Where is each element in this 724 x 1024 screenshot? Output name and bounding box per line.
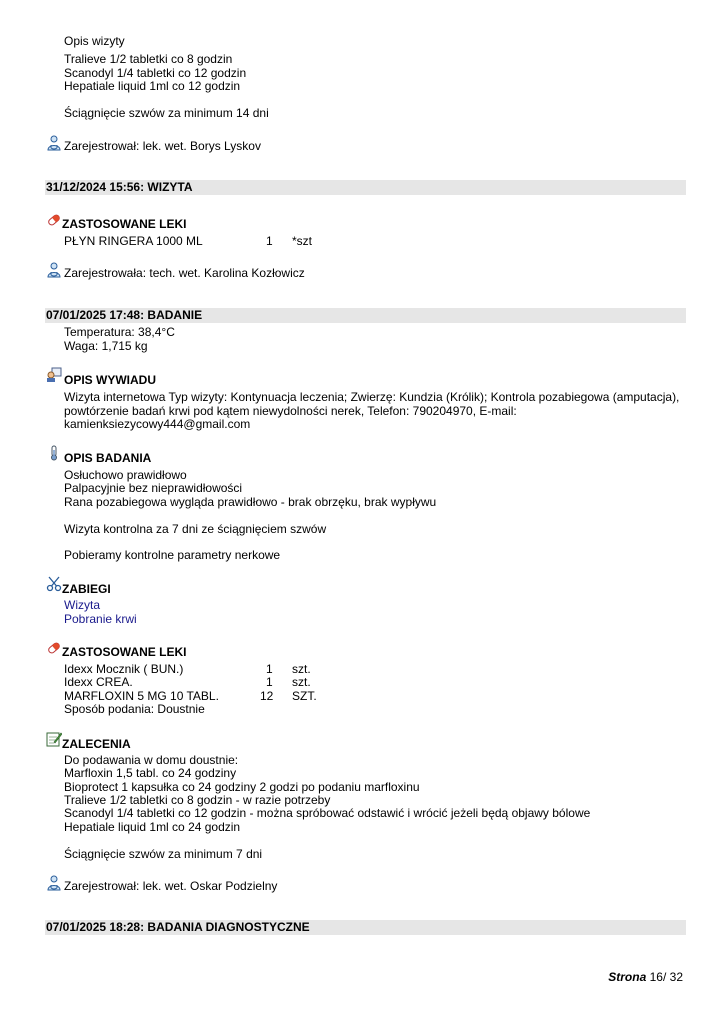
exam-line: Rana pozabiegowa wygląda prawidłowo - brak obrzęku, brak wypływu <box>64 495 437 509</box>
registered-by: Zarejestrowała: tech. wet. Karolina Kozłowicz <box>64 266 305 280</box>
visit-description-label: Opis wizyty <box>64 34 125 48</box>
med-unit: SZT. <box>292 689 317 703</box>
meds-section-title: ZASTOSOWANE LEKI <box>62 645 187 659</box>
procedure-item: Pobranie krwi <box>64 612 137 626</box>
exam-line: Palpacyjnie bez nieprawidłowości <box>64 481 243 495</box>
weight: Waga: 1,715 kg <box>64 339 148 353</box>
visit-header: 07/01/2025 18:28: BADANIA DIAGNOSTYCZNE <box>45 920 686 935</box>
recommendation-line: Do podawania w domu doustnie: <box>64 753 239 767</box>
doctor-icon <box>46 135 62 151</box>
page-label: Strona <box>608 970 647 984</box>
exam-line: Wizyta kontrolna za 7 dni ze ściągnięciem szwów <box>64 522 327 536</box>
med-qty: 1 <box>266 675 273 689</box>
page-number <box>608 970 683 984</box>
recommendation-line: Scanodyl 1/4 tabletki co 12 godzin - można spróbować odstawić i wrócić jeżeli będą objawy bólowe <box>64 806 591 820</box>
meds-section-title: ZASTOSOWANE LEKI <box>62 217 187 231</box>
med-unit: *szt <box>292 234 313 248</box>
med-qty: 1 <box>266 662 273 676</box>
doctor-icon <box>46 262 62 278</box>
recommendation-line: Bioprotect 1 kapsułka co 24 godziny 2 godzi po podaniu marfloxinu <box>64 780 420 794</box>
recommendation-line: Marfloxin 1,5 tabl. co 24 godziny <box>64 766 237 780</box>
med-name: Idexx CREA. <box>64 675 133 689</box>
med-name: PŁYN RINGERA 1000 ML <box>64 234 203 248</box>
page-value: 16/ 32 <box>649 970 683 984</box>
exam-line: Osłuchowo prawidłowo <box>64 468 187 482</box>
scissors-icon <box>46 576 62 592</box>
med-name: MARFLOXIN 5 MG 10 TABL. <box>64 689 219 703</box>
administration-route: Sposób podania: Doustnie <box>64 702 205 716</box>
registered-by: Zarejestrował: lek. wet. Borys Lyskov <box>64 139 261 153</box>
procedures-section-title: ZABIEGI <box>62 582 111 596</box>
med-qty: 1 <box>266 234 273 248</box>
procedure-item: Wizyta <box>64 598 100 612</box>
recommendations-section-title: ZALECENIA <box>62 737 131 751</box>
interview-section-title: OPIS WYWIADU <box>64 373 156 387</box>
pill-icon <box>46 640 62 656</box>
interview-line: kamienksiezycowy444@gmail.com <box>64 417 251 431</box>
exam-section-title: OPIS BADANIA <box>64 451 152 465</box>
registered-by: Zarejestrował: lek. wet. Oskar Podzielny <box>64 879 278 893</box>
description-line: Tralieve 1/2 tabletki co 8 godzin <box>64 52 233 66</box>
temperature: Temperatura: 38,4°C <box>64 325 175 339</box>
recommendation-line: Ściągnięcie szwów za minimum 7 dni <box>64 847 263 861</box>
thermometer-icon <box>46 445 62 461</box>
med-unit: szt. <box>292 675 311 689</box>
description-line: Hepatiale liquid 1ml co 12 godzin <box>64 79 241 93</box>
recommendation-line: Hepatiale liquid 1ml co 24 godzin <box>64 820 241 834</box>
interview-line: powtórzenie badań krwi pod kątem niewydolności nerek, Telefon: 790204970, E-mail: <box>64 404 517 418</box>
recommendation-line: Tralieve 1/2 tabletki co 8 godzin - w razie potrzeby <box>64 793 331 807</box>
description-line: Ściągnięcie szwów za minimum 14 dni <box>64 106 269 120</box>
doctor-icon <box>46 875 62 891</box>
exam-line: Pobieramy kontrolne parametry nerkowe <box>64 548 281 562</box>
visit-header: 31/12/2024 15:56: WIZYTA <box>45 180 686 195</box>
interview-icon <box>46 367 62 383</box>
description-line: Scanodyl 1/4 tabletki co 12 godzin <box>64 66 247 80</box>
med-qty: 12 <box>260 689 274 703</box>
edit-note-icon <box>46 731 62 747</box>
med-name: Idexx Mocznik ( BUN.) <box>64 662 184 676</box>
med-unit: szt. <box>292 662 311 676</box>
interview-line: Wizyta internetowa Typ wizyty: Kontynuacja leczenia; Zwierzę: Kundzia (Królik); Kontrola pozabiegowa (amputacja), <box>64 390 680 404</box>
visit-header: 07/01/2025 17:48: BADANIE <box>45 308 686 323</box>
pill-icon <box>46 212 62 228</box>
